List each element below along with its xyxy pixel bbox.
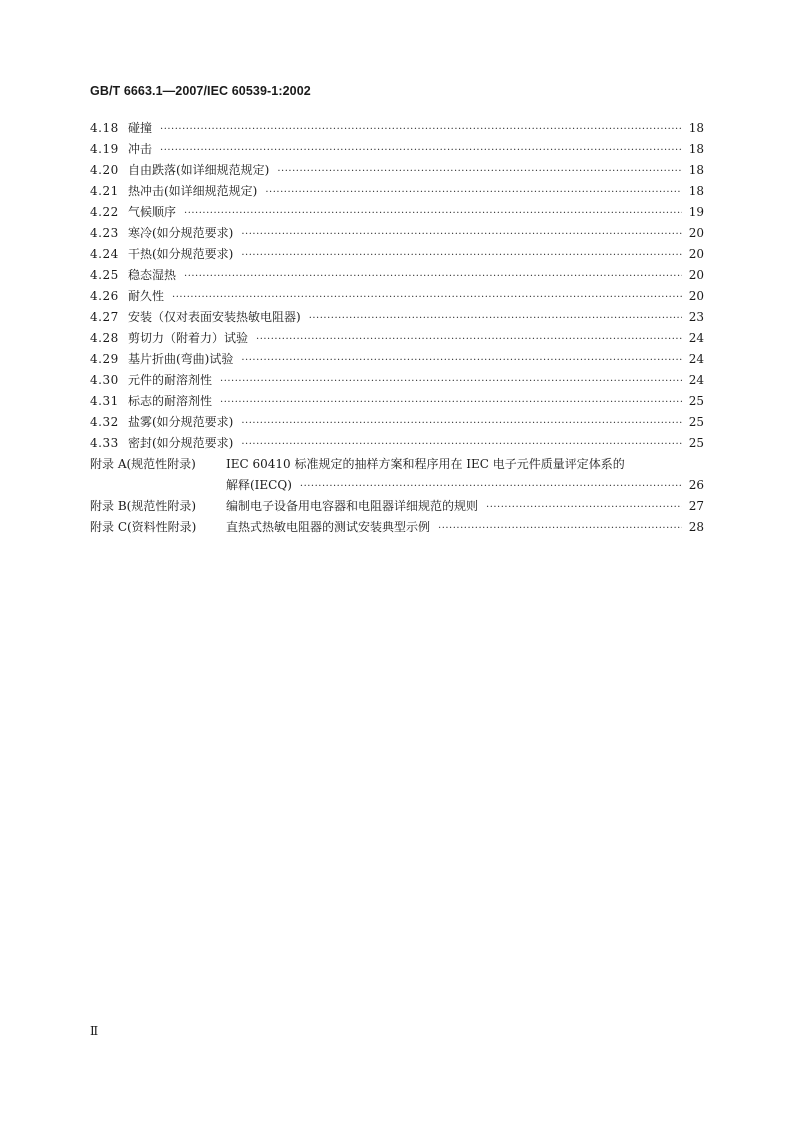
toc-entry-title: 寒冷(如分规范要求) <box>128 226 234 240</box>
dot-leader <box>184 203 682 224</box>
toc-entry-page: 27 <box>688 499 704 513</box>
toc-entry-4-26[interactable] <box>90 286 704 307</box>
dot-leader <box>241 350 682 371</box>
toc-entry-title: 剪切力（附着力）试验 <box>128 331 249 345</box>
toc-entry-4-18[interactable] <box>90 118 704 139</box>
dot-leader <box>241 413 682 434</box>
appendix-label: 附录 A(规范性附录) <box>90 457 196 471</box>
toc-appendix-c[interactable] <box>90 517 704 538</box>
dot-leader <box>220 371 682 392</box>
dot-leader <box>277 161 682 182</box>
toc-entry-number: 4.30 <box>90 373 119 387</box>
toc-entry-page: 18 <box>688 121 704 135</box>
toc-entry-page: 24 <box>688 352 704 366</box>
dot-leader <box>184 266 682 287</box>
toc-entry-title: 盐雾(如分规范要求) <box>128 415 234 429</box>
toc-entry-number: 4.28 <box>90 331 119 345</box>
toc-entry-number: 4.19 <box>90 142 119 156</box>
toc-entry-4-23[interactable] <box>90 223 704 244</box>
page-number: Ⅱ <box>90 1024 99 1038</box>
toc-entry-number: 4.31 <box>90 394 119 408</box>
toc-entry-page: 28 <box>688 520 704 534</box>
dot-leader <box>309 308 682 329</box>
toc-entry-page: 24 <box>688 373 704 387</box>
toc-entry-page: 25 <box>688 415 704 429</box>
dot-leader <box>172 287 682 308</box>
toc-entry-title: 干热(如分规范要求) <box>128 247 234 261</box>
toc-entry-number: 4.33 <box>90 436 119 450</box>
toc-entry-title: 碰撞 <box>128 121 153 135</box>
toc-entry-page: 20 <box>688 226 704 240</box>
toc-entry-4-27[interactable] <box>90 307 704 328</box>
toc-entry-title: 耐久性 <box>128 289 165 303</box>
toc-entry-page: 24 <box>688 331 704 345</box>
dot-leader <box>241 245 682 266</box>
toc-entry-number: 4.29 <box>90 352 119 366</box>
standard-number: GB/T 6663.1—2007/IEC 60539-1:2002 <box>90 84 311 98</box>
toc-entry-page: 18 <box>688 163 704 177</box>
toc-entry-4-28[interactable] <box>90 328 704 349</box>
toc-entry-number: 4.27 <box>90 310 119 324</box>
toc-entry-4-33[interactable] <box>90 433 704 454</box>
toc-entry-page: 23 <box>688 310 704 324</box>
toc-entry-page: 20 <box>688 289 704 303</box>
document-header <box>90 84 311 98</box>
toc-entry-page: 18 <box>688 184 704 198</box>
toc-entry-4-19[interactable] <box>90 139 704 160</box>
appendix-label: 附录 B(规范性附录) <box>90 499 196 513</box>
toc-entry-number: 4.25 <box>90 268 119 282</box>
dot-leader <box>160 119 682 140</box>
toc-entry-page: 26 <box>688 478 704 492</box>
toc-entry-page: 25 <box>688 394 704 408</box>
page-footer <box>90 1024 98 1038</box>
dot-leader <box>300 476 682 497</box>
toc-entry-number: 4.32 <box>90 415 119 429</box>
toc-appendix-a-continued[interactable] <box>90 475 704 496</box>
appendix-label: 附录 C(资料性附录) <box>90 520 197 534</box>
toc-entry-title: 自由跌落(如详细规范规定) <box>128 163 270 177</box>
toc-entry-title: 热冲击(如详细规范规定) <box>128 184 258 198</box>
dot-leader <box>256 329 682 350</box>
toc-entry-title: 标志的耐溶剂性 <box>128 394 213 408</box>
toc-entry-page: 19 <box>688 205 704 219</box>
dot-leader <box>265 182 682 203</box>
table-of-contents <box>90 118 704 538</box>
dot-leader <box>220 392 682 413</box>
toc-entry-title: 安装（仅对表面安装热敏电阻器) <box>128 310 301 324</box>
toc-entry-title: 稳态湿热 <box>128 268 177 282</box>
dot-leader <box>438 518 682 539</box>
dot-leader <box>241 434 682 455</box>
appendix-title: IEC 60410 标准规定的抽样方案和程序用在 IEC 电子元件质量评定体系的 <box>226 457 625 471</box>
dot-leader <box>160 140 682 161</box>
toc-entry-4-32[interactable] <box>90 412 704 433</box>
toc-entry-title: 元件的耐溶剂性 <box>128 373 213 387</box>
toc-entry-title: 基片折曲(弯曲)试验 <box>128 352 234 366</box>
toc-entry-number: 4.22 <box>90 205 119 219</box>
toc-entry-number: 4.26 <box>90 289 119 303</box>
toc-entry-4-20[interactable] <box>90 160 704 181</box>
appendix-title-continued: 解释(IECQ) <box>226 478 292 492</box>
toc-entry-title: 气候顺序 <box>128 205 177 219</box>
toc-entry-4-31[interactable] <box>90 391 704 412</box>
toc-entry-4-24[interactable] <box>90 244 704 265</box>
dot-leader <box>241 224 682 245</box>
toc-entry-number: 4.18 <box>90 121 119 135</box>
toc-entry-number: 4.21 <box>90 184 119 198</box>
toc-entry-4-29[interactable] <box>90 349 704 370</box>
toc-entry-4-25[interactable] <box>90 265 704 286</box>
toc-appendix-a[interactable] <box>90 454 704 475</box>
toc-entry-page: 25 <box>688 436 704 450</box>
toc-entry-4-30[interactable] <box>90 370 704 391</box>
appendix-title: 编制电子设备用电容器和电阻器详细规范的规则 <box>226 499 479 513</box>
toc-entry-page: 20 <box>688 268 704 282</box>
appendix-title: 直热式热敏电阻器的测试安装典型示例 <box>226 520 431 534</box>
toc-entry-page: 20 <box>688 247 704 261</box>
toc-entry-title: 密封(如分规范要求) <box>128 436 234 450</box>
toc-entry-title: 冲击 <box>128 142 153 156</box>
toc-appendix-b[interactable] <box>90 496 704 517</box>
toc-entry-page: 18 <box>688 142 704 156</box>
toc-entry-number: 4.24 <box>90 247 119 261</box>
toc-entry-number: 4.23 <box>90 226 119 240</box>
toc-entry-4-21[interactable] <box>90 181 704 202</box>
toc-entry-4-22[interactable] <box>90 202 704 223</box>
toc-entry-number: 4.20 <box>90 163 119 177</box>
dot-leader <box>486 497 682 518</box>
